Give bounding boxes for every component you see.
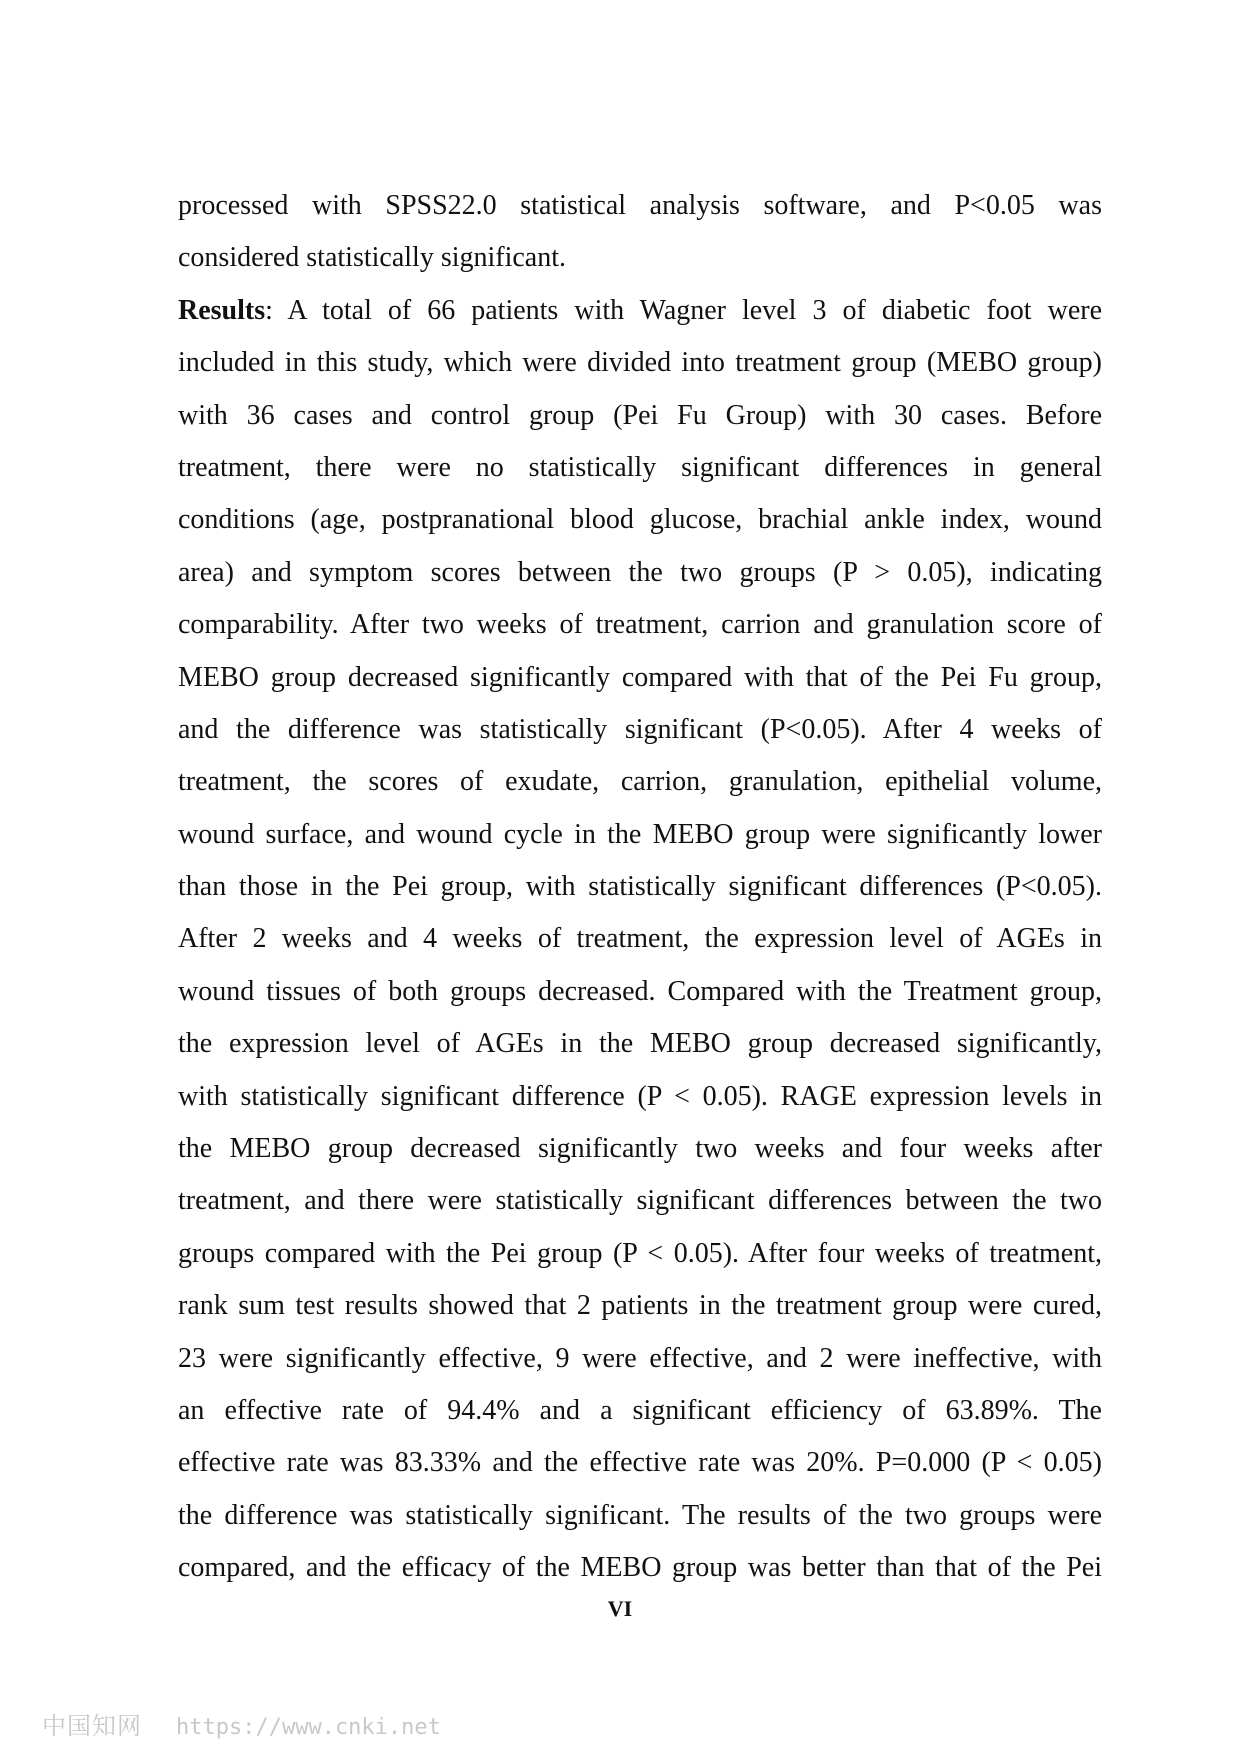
- text-line: After 2 weeks and 4 weeks of treatment, the expression level of AGEs in: [178, 923, 1102, 955]
- text-line: the MEBO group decreased significantly two weeks and four weeks after: [178, 1133, 1102, 1165]
- text-line: with 36 cases and control group (Pei Fu Group) with 30 cases. Before: [178, 399, 1102, 431]
- text-line: an effective rate of 94.4% and a significant efficiency of 63.89%. The: [178, 1394, 1102, 1426]
- text-line: compared, and the efficacy of the MEBO group was better than that of the Pei: [178, 1552, 1102, 1584]
- watermark-footer: [42, 1706, 441, 1741]
- text-line: than those in the Pei group, with statistically significant differences (P<0.05).: [178, 871, 1102, 903]
- text-line: area) and symptom scores between the two groups (P > 0.05), indicating: [178, 556, 1102, 588]
- text-line: conditions (age, postpranational blood glucose, brachial ankle index, wound: [178, 504, 1102, 536]
- text-line: considered statistically significant.: [178, 242, 567, 274]
- results-heading: Results: [178, 294, 266, 326]
- text-line: the difference was statistically significant. The results of the two groups were: [178, 1499, 1102, 1531]
- text-line: treatment, and there were statistically significant differences between the two: [178, 1185, 1102, 1217]
- page-number: VI: [607, 1596, 633, 1621]
- watermark-brand: 中国知网: [42, 1712, 142, 1740]
- text-line: with statistically significant difference (P < 0.05). RAGE expression levels in: [178, 1080, 1102, 1112]
- text-line: rank sum test results showed that 2 patients in the treatment group were cured,: [178, 1290, 1102, 1322]
- text-line: and the difference was statistically significant (P<0.05). After 4 weeks of: [178, 713, 1102, 745]
- text-line: effective rate was 83.33% and the effective rate was 20%. P=0.000 (P < 0.05): [178, 1447, 1102, 1479]
- abstract-body: [178, 188, 1102, 1603]
- text-line: wound surface, and wound cycle in the MEBO group were significantly lower: [178, 818, 1102, 850]
- text-line: treatment, the scores of exudate, carrion, granulation, epithelial volume,: [178, 766, 1102, 798]
- text-line: 23 were significantly effective, 9 were effective, and 2 were ineffective, with: [178, 1342, 1102, 1374]
- text-line: the expression level of AGEs in the MEBO group decreased significantly,: [178, 1028, 1102, 1060]
- text-line: included in this study, which were divided into treatment group (MEBO group): [178, 347, 1102, 379]
- text-line: MEBO group decreased significantly compared with that of the Pei Fu group,: [178, 661, 1102, 693]
- text-line: treatment, there were no statistically significant differences in general: [178, 451, 1102, 483]
- text-line: comparability. After two weeks of treatment, carrion and granulation score of: [178, 609, 1102, 641]
- text-line: Results: A total of 66 patients with Wagner level 3 of diabetic foot were: [178, 294, 1102, 326]
- watermark-url: https://www.cnki.net: [176, 1715, 441, 1740]
- text-line: processed with SPSS22.0 statistical analysis software, and P<0.05 was: [178, 190, 1102, 221]
- text-line: wound tissues of both groups decreased. Compared with the Treatment group,: [178, 975, 1102, 1007]
- text-line: groups compared with the Pei group (P < 0.05). After four weeks of treatment,: [178, 1237, 1102, 1269]
